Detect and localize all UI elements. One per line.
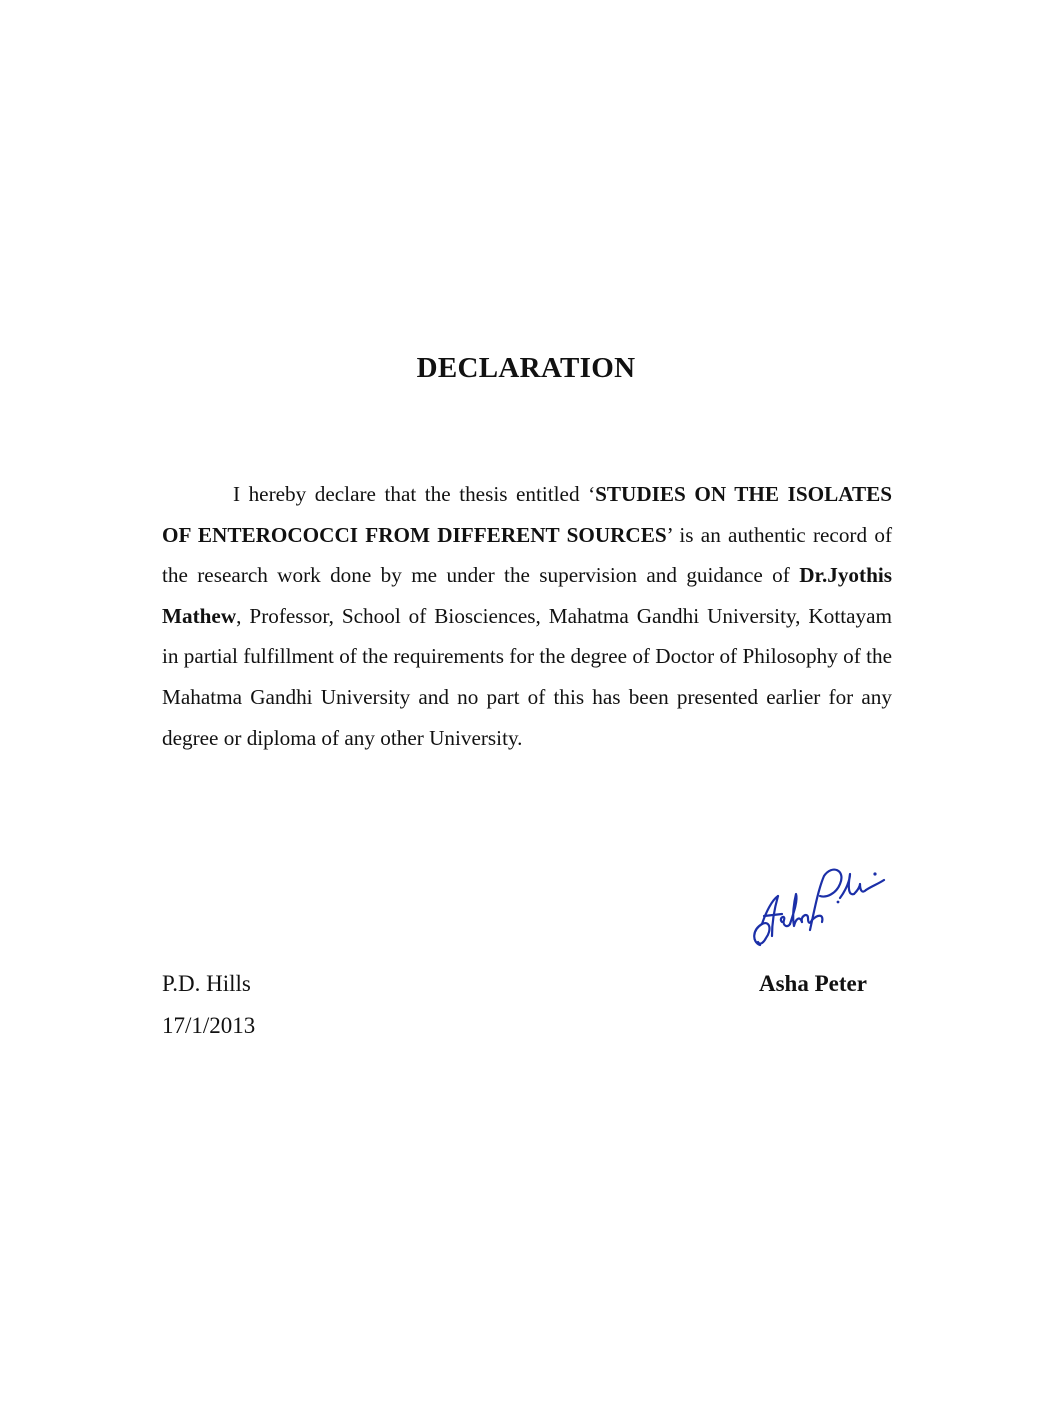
page-title: DECLARATION xyxy=(416,352,636,384)
signature-strokes xyxy=(754,870,884,945)
thesis-title: STUDIES ON THE ISOLATES OF ENTEROCOCCI FROM DIFFERENT SOURCES xyxy=(162,482,892,547)
paragraph-closing: , Professor, School of Biosciences, Mahatma Gandhi University, Kottayam in partial fulfillment of the requirements for the degree of Doctor of Philosophy of the Mahatma Gandhi University and no part of this has been presented earlier for any degree or diploma of any other University. xyxy=(162,603,892,750)
place: P.D. Hills xyxy=(162,971,251,996)
paragraph-intro: I hereby declare that the thesis entitled ‘ xyxy=(233,482,596,506)
date: 17/1/2013 xyxy=(162,1013,256,1038)
signature-image xyxy=(738,850,898,950)
signer-name: Asha Peter xyxy=(759,971,867,996)
supervisor-name: Dr.Jyothis Mathew xyxy=(162,563,892,628)
declaration-paragraph xyxy=(162,474,892,758)
paragraph-after-title: ’ is an authentic record of the research work done by me under the supervision and guidance of xyxy=(162,522,892,588)
